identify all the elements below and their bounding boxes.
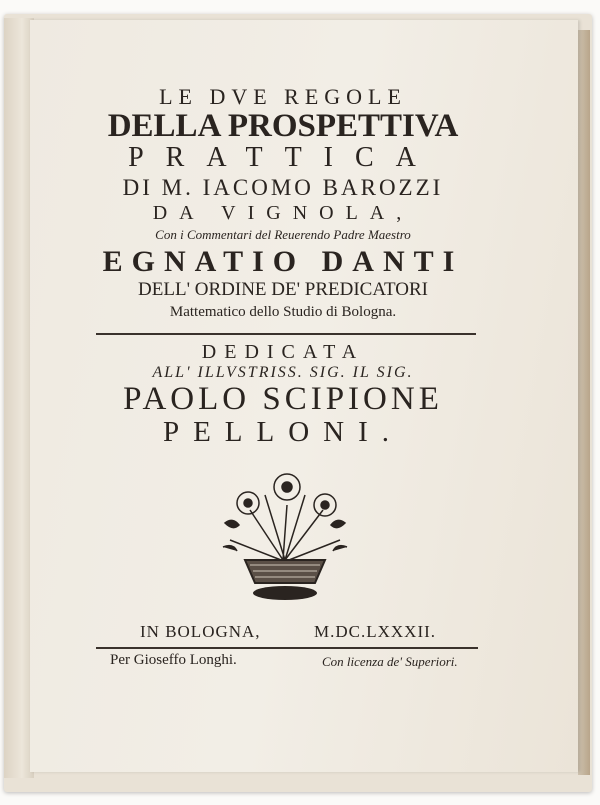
- printer-line: Per Gioseffo Longhi.: [110, 652, 237, 668]
- imprint-rule: [96, 647, 478, 649]
- flower-basket-ornament: [205, 465, 365, 605]
- title-line-1: LE DVE REGOLE: [159, 84, 407, 109]
- imprint-place: IN BOLOGNA,: [140, 622, 261, 641]
- commentary-line: Con i Commentari del Reuerendo Padre Maestro: [155, 227, 411, 242]
- author-line: DI M. IACOMO BAROZZI: [122, 175, 444, 200]
- dedicatee-surname: PELLONI.: [162, 416, 404, 448]
- title-line-2: DELLA PROSPETTIVA: [107, 108, 459, 144]
- book-fore-edge: [578, 30, 590, 775]
- divider-rule: [96, 333, 476, 335]
- title-line-3: PRATTICA: [128, 142, 438, 173]
- license-line: Con licenza de' Superiori.: [322, 654, 458, 669]
- dedication-line: DEDICATA: [201, 341, 365, 363]
- dedicatee-name: PAOLO SCIPIONE: [123, 381, 443, 417]
- dedication-honorific: ALL' ILLVSTRISS. SIG. IL SIG.: [152, 364, 414, 381]
- order-line: DELL' ORDINE DE' PREDICATORI: [138, 279, 428, 300]
- imprint-year: M.DC.LXXXII.: [314, 622, 437, 641]
- commentator-name: EGNATIO DANTI: [102, 245, 464, 278]
- mathematician-line: Mattematico dello Studio di Bologna.: [169, 304, 397, 320]
- author-place: DA VIGNOLA,: [152, 202, 414, 224]
